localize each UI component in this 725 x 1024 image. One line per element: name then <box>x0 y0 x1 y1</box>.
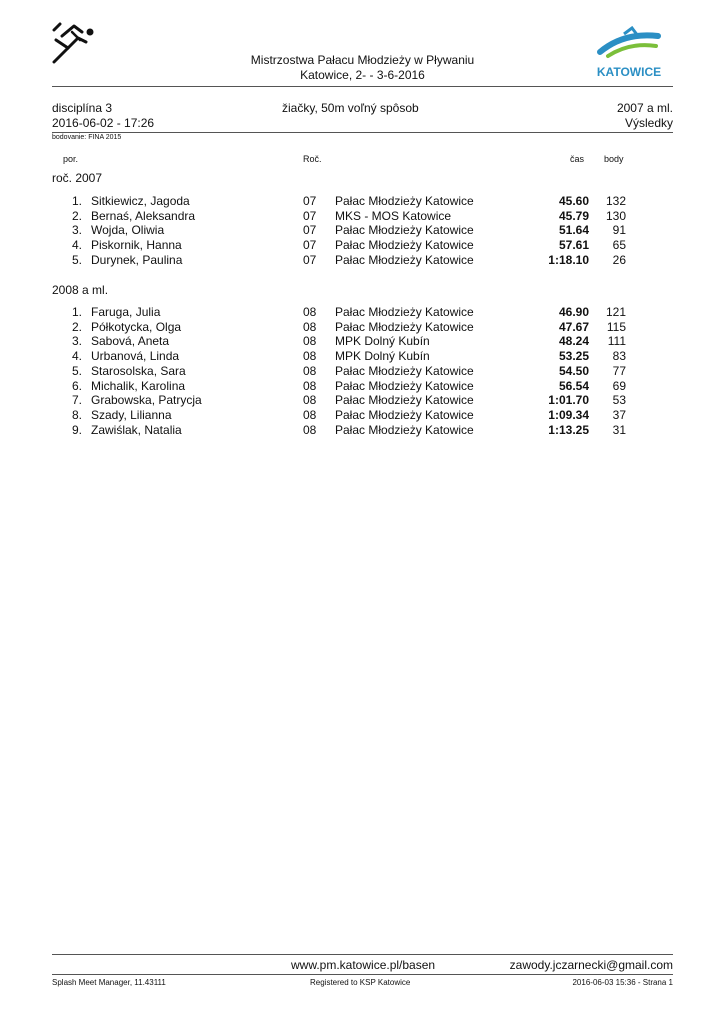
rank-cell: 3. <box>71 334 82 349</box>
result-time: 1:01.70 <box>548 393 589 408</box>
group-label: roč. 2007 <box>52 171 103 185</box>
event-name: žiačky, 50m voľný spôsob <box>282 101 419 115</box>
registration-info: Registered to KSP Katowice <box>310 978 411 987</box>
rank-cell: 3. <box>71 223 82 238</box>
fina-points: 31 <box>612 422 626 437</box>
meet-title: Mistrzostwa Pałacu Młodzieży w Pływaniu <box>250 53 475 67</box>
result-time: 57.61 <box>558 238 589 253</box>
fina-points: 69 <box>612 378 626 393</box>
fina-points: 111 <box>607 334 626 349</box>
birth-year: 08 <box>303 378 317 393</box>
page-info: 2016-06-03 15:36 - Strana 1 <box>572 978 673 987</box>
swimmer-name: Sitkiewicz, Jagoda <box>91 194 190 208</box>
table-row <box>0 253 725 267</box>
fina-points: 130 <box>605 208 626 223</box>
result-time: 1:09.34 <box>548 407 589 422</box>
table-row <box>0 408 725 422</box>
table-row <box>0 194 725 208</box>
rank-cell: 5. <box>71 252 82 267</box>
swimmer-name: Urbanová, Linda <box>91 349 180 364</box>
result-time: 46.90 <box>558 305 589 319</box>
birth-year: 07 <box>303 252 317 267</box>
birth-year: 08 <box>303 363 317 378</box>
rank-cell: 1. <box>71 305 82 319</box>
katowice-logo-icon <box>594 26 664 80</box>
table-row <box>0 209 725 223</box>
fina-points: 77 <box>612 363 626 378</box>
swimmer-name: Starosolska, Sara <box>91 363 186 378</box>
col-rank-header: por. <box>63 154 79 164</box>
club-name: Pałac Młodzieży Katowice <box>335 305 474 319</box>
fina-points: 65 <box>612 238 626 253</box>
table-row <box>0 349 725 363</box>
rank-cell: 4. <box>71 349 82 364</box>
fina-points: 121 <box>605 305 626 319</box>
club-name: Pałac Młodzieży Katowice <box>335 393 474 408</box>
rank-cell: 6. <box>71 378 82 393</box>
result-time: 54.50 <box>558 363 589 378</box>
footer-divider-bottom <box>52 974 673 975</box>
rank-cell: 5. <box>71 363 82 378</box>
club-name: Pałac Młodzieży Katowice <box>335 407 474 422</box>
rank-cell: 7. <box>71 393 82 408</box>
result-time: 1:18.10 <box>548 252 589 267</box>
swimmer-name: Grabowska, Patrycja <box>91 393 202 408</box>
club-name: MPK Dolný Kubín <box>335 349 430 364</box>
club-name: Pałac Młodzieży Katowice <box>335 319 474 334</box>
club-name: Pałac Młodzieży Katowice <box>335 238 474 253</box>
swimmer-name: Bernaś, Aleksandra <box>91 208 196 223</box>
club-name: MPK Dolný Kubín <box>335 334 430 349</box>
birth-year: 08 <box>303 305 317 319</box>
club-name: Pałac Młodzieży Katowice <box>335 252 474 267</box>
header-divider <box>52 86 673 87</box>
club-name: Pałac Młodzieży Katowice <box>335 422 474 437</box>
swimmer-name: Sabová, Aneta <box>91 334 170 349</box>
rank-cell: 2. <box>71 208 82 223</box>
col-time-header: čas <box>570 154 585 164</box>
swimmer-name: Faruga, Julia <box>91 305 161 319</box>
result-time: 56.54 <box>558 378 589 393</box>
table-row <box>0 320 725 334</box>
website-link[interactable]: www.pm.katowice.pl/basen <box>291 958 436 972</box>
table-row <box>0 223 725 237</box>
col-points-header: body <box>604 154 624 164</box>
swimmer-name: Piskornik, Hanna <box>91 238 182 253</box>
swimmer-name: Wojda, Oliwia <box>91 223 165 238</box>
club-name: MKS - MOS Katowice <box>335 208 452 223</box>
col-yob-header: Roč. <box>303 154 322 164</box>
result-time: 45.79 <box>558 208 589 223</box>
club-name: Pałac Młodzieży Katowice <box>335 378 474 393</box>
rank-cell: 1. <box>71 194 82 208</box>
swimmer-name: Zawiślak, Natalia <box>91 422 182 437</box>
swimmer-name: Michalik, Karolina <box>91 378 186 393</box>
birth-year: 08 <box>303 319 317 334</box>
table-row <box>0 379 725 393</box>
status-label: Výsledky <box>624 116 673 130</box>
swimmer-name: Półkotycka, Olga <box>91 319 182 334</box>
rank-cell: 4. <box>71 238 82 253</box>
table-row <box>0 364 725 378</box>
birth-year: 08 <box>303 393 317 408</box>
birth-year: 08 <box>303 407 317 422</box>
birth-year: 08 <box>303 422 317 437</box>
rank-cell: 8. <box>71 407 82 422</box>
birth-year: 07 <box>303 238 317 253</box>
birth-year: 08 <box>303 334 317 349</box>
software-info: Splash Meet Manager, 11.43111 <box>52 978 166 987</box>
birth-year: 07 <box>303 223 317 238</box>
swimmer-logo-icon <box>52 18 96 64</box>
result-time: 51.64 <box>558 223 589 238</box>
table-row <box>0 238 725 252</box>
fina-points: 53 <box>612 393 626 408</box>
club-name: Pałac Młodzieży Katowice <box>335 363 474 378</box>
table-row <box>0 393 725 407</box>
fina-points: 115 <box>606 319 626 334</box>
fina-points: 26 <box>612 252 626 267</box>
fina-points: 83 <box>612 349 626 364</box>
discipline-label: disciplína 3 <box>52 101 113 115</box>
swimmer-name: Durynek, Paulina <box>91 252 183 267</box>
group-label: 2008 a ml. <box>52 283 109 297</box>
fina-points: 132 <box>605 194 626 208</box>
footer-divider <box>52 954 673 955</box>
meta-divider <box>52 132 673 133</box>
meet-subtitle: Katowice, 2- - 3-6-2016 <box>300 68 425 82</box>
fina-points: 37 <box>612 407 626 422</box>
club-name: Pałac Młodzieży Katowice <box>335 223 474 238</box>
email-link[interactable]: zawody.jczarnecki@gmail.com <box>509 958 673 972</box>
fina-points: 91 <box>612 223 626 238</box>
result-time: 47.67 <box>558 319 589 334</box>
result-time: 48.24 <box>558 334 589 349</box>
rank-cell: 9. <box>71 422 82 437</box>
birth-year: 07 <box>303 208 317 223</box>
event-datetime: 2016-06-02 - 17:26 <box>52 116 155 130</box>
result-time: 53.25 <box>558 349 589 364</box>
club-name: Pałac Młodzieży Katowice <box>335 194 474 208</box>
katowice-logo-text: KATOWICE <box>596 65 662 79</box>
birth-year: 08 <box>303 349 317 364</box>
category-label: 2007 a ml. <box>616 101 673 115</box>
table-row <box>0 334 725 348</box>
scoring-note: bodovanie: FINA 2015 <box>52 134 122 141</box>
result-time: 1:13.25 <box>548 422 589 437</box>
swimmer-name: Szady, Lilianna <box>91 407 172 422</box>
table-row <box>0 305 725 319</box>
table-row <box>0 423 725 437</box>
birth-year: 07 <box>303 194 317 208</box>
rank-cell: 2. <box>71 319 82 334</box>
result-time: 45.60 <box>558 194 589 208</box>
